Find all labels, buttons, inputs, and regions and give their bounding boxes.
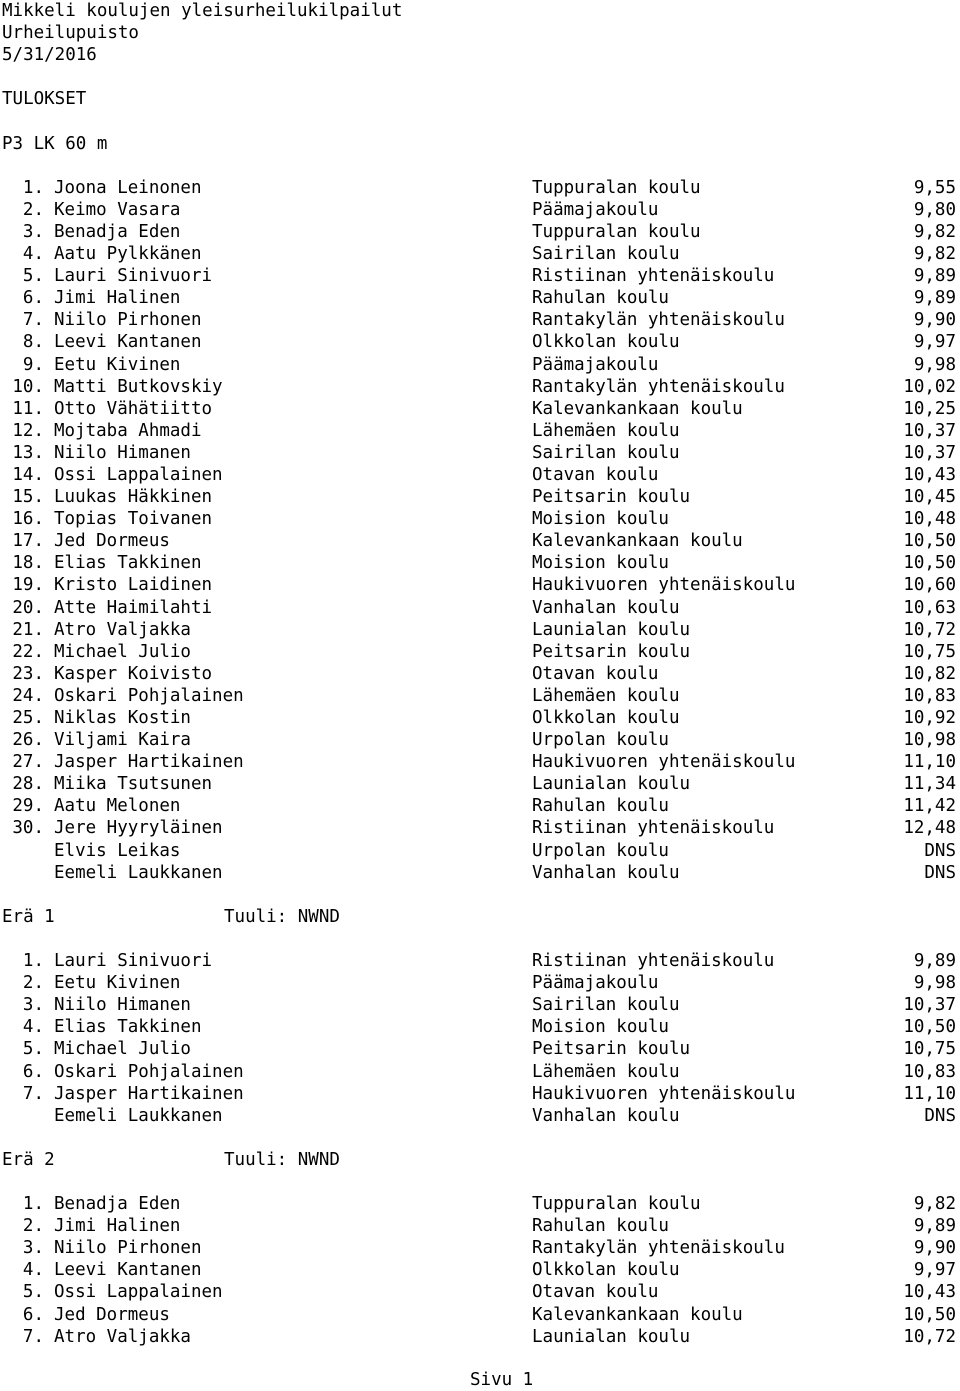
school-name: Tuppuralan koulu <box>532 1194 701 1215</box>
result-row <box>2 1083 958 1105</box>
athlete-name: Michael Julio <box>54 641 191 662</box>
result-time: 10,98 <box>903 730 956 751</box>
athlete-name: Jimi Halinen <box>54 1216 181 1237</box>
result-time: 9,82 <box>913 221 956 242</box>
result-row <box>2 729 958 751</box>
result-time: 10,75 <box>903 641 956 662</box>
school-name: Peitsarin koulu <box>532 1039 691 1060</box>
result-rank: 1. <box>22 1194 44 1215</box>
school-name: Päämajakoulu <box>532 354 659 375</box>
result-row <box>2 1215 958 1237</box>
athlete-name: Lauri Sinivuori <box>54 266 213 287</box>
wind-info: Tuuli: NWND <box>224 906 340 927</box>
result-rank: 5. <box>22 1282 44 1303</box>
results-list <box>2 177 958 884</box>
athlete-name: Ossi Lappalainen <box>54 464 223 485</box>
athlete-name: Atro Valjakka <box>54 619 191 640</box>
result-rank: 6. <box>22 1304 44 1325</box>
school-name: Urpolan koulu <box>532 840 669 861</box>
result-row <box>2 950 958 972</box>
event-title: P3 LK 60 m <box>2 133 108 154</box>
result-rank: 28. <box>12 774 44 795</box>
result-rank: 26. <box>12 730 44 751</box>
result-row <box>2 1237 958 1259</box>
result-time: 10,02 <box>903 376 956 397</box>
athlete-name: Niilo Himanen <box>54 995 191 1016</box>
athlete-name: Leevi Kantanen <box>54 1260 202 1281</box>
school-name: Otavan koulu <box>532 1282 659 1303</box>
result-row <box>2 685 958 707</box>
result-rank: 23. <box>12 663 44 684</box>
athlete-name: Jed Dormeus <box>54 1304 170 1325</box>
result-row <box>2 486 958 508</box>
heat-label: Erä 1 <box>2 906 55 927</box>
result-row <box>2 331 958 353</box>
athlete-name: Elvis Leikas <box>54 840 181 861</box>
school-name: Päämajakoulu <box>532 199 659 220</box>
result-time: 10,72 <box>903 619 956 640</box>
result-rank: 4. <box>22 244 44 265</box>
athlete-name: Luukas Häkkinen <box>54 487 213 508</box>
result-row <box>2 1259 958 1281</box>
athlete-name: Keimo Vasara <box>54 199 181 220</box>
school-name: Moision koulu <box>532 509 669 530</box>
athlete-name: Matti Butkovskiy <box>54 376 223 397</box>
result-row <box>2 243 958 265</box>
result-rank: 18. <box>12 553 44 574</box>
spacer <box>2 928 958 950</box>
school-name: Haukivuoren yhtenäiskoulu <box>532 575 796 596</box>
school-name: Rahulan koulu <box>532 288 669 309</box>
athlete-name: Niklas Kostin <box>54 708 191 728</box>
result-time: 10,45 <box>903 487 956 508</box>
results-document <box>2 0 958 1348</box>
result-time: 10,50 <box>903 1017 956 1038</box>
result-row <box>2 1016 958 1038</box>
result-row <box>2 1105 958 1127</box>
result-time: 10,75 <box>903 1039 956 1060</box>
school-name: Rahulan koulu <box>532 1216 669 1237</box>
result-rank: 11. <box>12 398 44 419</box>
result-time: 10,25 <box>903 398 956 419</box>
athlete-name: Eemeli Laukkanen <box>54 862 223 883</box>
heat-header <box>2 906 958 928</box>
school-name: Lähemäen koulu <box>532 1061 680 1082</box>
result-row <box>2 751 958 773</box>
athlete-name: Eetu Kivinen <box>54 354 181 375</box>
result-rank: 2. <box>22 973 44 994</box>
result-time: 9,89 <box>913 266 956 287</box>
result-row <box>2 199 958 221</box>
result-row <box>2 354 958 376</box>
school-name: Sairilan koulu <box>532 244 680 265</box>
result-rank: 2. <box>22 199 44 220</box>
athlete-name: Joona Leinonen <box>54 177 202 198</box>
result-rank: 14. <box>12 464 44 485</box>
section-heading: TULOKSET <box>2 89 87 110</box>
result-rank: 20. <box>12 597 44 618</box>
result-time: 12,48 <box>903 818 956 839</box>
school-name: Rahulan koulu <box>532 796 669 817</box>
result-time: 10,48 <box>903 509 956 530</box>
result-row <box>2 773 958 795</box>
result-time: 9,98 <box>913 354 956 375</box>
result-row <box>2 464 958 486</box>
spacer <box>2 155 958 177</box>
athlete-name: Otto Vähätiitto <box>54 398 213 419</box>
result-time: 10,50 <box>903 531 956 552</box>
athlete-name: Jasper Hartikainen <box>54 752 244 773</box>
result-time: 10,83 <box>903 685 956 706</box>
result-time: 10,37 <box>903 442 956 463</box>
result-row <box>2 287 958 309</box>
result-time: 10,82 <box>903 663 956 684</box>
result-time: 9,89 <box>913 951 956 972</box>
result-row <box>2 177 958 199</box>
result-rank: 6. <box>22 1061 44 1082</box>
result-rank: 5. <box>22 266 44 287</box>
school-name: Moision koulu <box>532 553 669 574</box>
spacer <box>2 1127 958 1149</box>
athlete-name: Niilo Pirhonen <box>54 1238 202 1259</box>
result-time: 10,72 <box>903 1326 956 1347</box>
school-name: Moision koulu <box>532 1017 669 1038</box>
school-name: Peitsarin koulu <box>532 487 691 508</box>
spacer <box>2 66 958 88</box>
athlete-name: Benadja Eden <box>54 221 181 242</box>
result-rank: 30. <box>12 818 44 839</box>
athlete-name: Benadja Eden <box>54 1194 181 1215</box>
school-name: Rantakylän yhtenäiskoulu <box>532 1238 785 1259</box>
school-name: Vanhalan koulu <box>532 862 680 883</box>
result-time: 9,55 <box>913 177 956 198</box>
school-name: Vanhalan koulu <box>532 597 680 618</box>
school-name: Otavan koulu <box>532 464 659 485</box>
result-rank: 9. <box>22 354 44 375</box>
result-rank: 1. <box>22 951 44 972</box>
result-time: 10,50 <box>903 1304 956 1325</box>
athlete-name: Kasper Koivisto <box>54 663 213 684</box>
page-number: Sivu 1 <box>470 1370 534 1390</box>
venue: Urheilupuisto <box>2 23 139 44</box>
athlete-name: Mojtaba Ahmadi <box>54 420 202 441</box>
school-name: Kalevankankaan koulu <box>532 398 743 419</box>
school-name: Peitsarin koulu <box>532 641 691 662</box>
result-time: 9,80 <box>913 199 956 220</box>
result-rank: 5. <box>22 1039 44 1060</box>
result-row <box>2 420 958 442</box>
result-time: 9,89 <box>913 1216 956 1237</box>
athlete-name: Aatu Pylkkänen <box>54 244 202 265</box>
result-time: DNS <box>924 862 956 883</box>
result-time: 11,10 <box>903 1083 956 1104</box>
result-rank: 21. <box>12 619 44 640</box>
result-row <box>2 597 958 619</box>
school-name: Olkkolan koulu <box>532 1260 680 1281</box>
result-row <box>2 1038 958 1060</box>
result-rank: 3. <box>22 221 44 242</box>
date: 5/31/2016 <box>2 45 97 66</box>
result-rank: 3. <box>22 995 44 1016</box>
result-rank: 7. <box>22 1083 44 1104</box>
result-time: 10,50 <box>903 553 956 574</box>
result-row <box>2 707 958 729</box>
heats-container <box>2 906 958 1348</box>
result-row <box>2 265 958 287</box>
athlete-name: Jere Hyyryläinen <box>54 818 223 839</box>
school-name: Rantakylän yhtenäiskoulu <box>532 376 785 397</box>
result-time: 9,82 <box>913 1194 956 1215</box>
result-row <box>2 1061 958 1083</box>
athlete-name: Leevi Kantanen <box>54 332 202 353</box>
athlete-name: Niilo Pirhonen <box>54 310 202 331</box>
school-name: Ristiinan yhtenäiskoulu <box>532 818 775 839</box>
school-name: Otavan koulu <box>532 663 659 684</box>
school-name: Tuppuralan koulu <box>532 177 701 198</box>
result-row <box>2 398 958 420</box>
school-name: Sairilan koulu <box>532 995 680 1016</box>
result-time: 11,34 <box>903 774 956 795</box>
athlete-name: Eetu Kivinen <box>54 973 181 994</box>
result-rank: 2. <box>22 1216 44 1237</box>
school-name: Ristiinan yhtenäiskoulu <box>532 266 775 287</box>
school-name: Launialan koulu <box>532 774 691 795</box>
result-row <box>2 508 958 530</box>
athlete-name: Oskari Pohjalainen <box>54 685 244 706</box>
school-name: Urpolan koulu <box>532 730 669 751</box>
heat-label: Erä 2 <box>2 1149 55 1170</box>
result-time: 9,90 <box>913 310 956 331</box>
school-name: Olkkolan koulu <box>532 708 680 728</box>
athlete-name: Niilo Himanen <box>54 442 191 463</box>
school-name: Haukivuoren yhtenäiskoulu <box>532 1083 796 1104</box>
result-row <box>2 309 958 331</box>
result-row <box>2 221 958 243</box>
school-name: Lähemäen koulu <box>532 420 680 441</box>
result-rank: 10. <box>12 376 44 397</box>
school-name: Kalevankankaan koulu <box>532 531 743 552</box>
result-rank: 12. <box>12 420 44 441</box>
athlete-name: Oskari Pohjalainen <box>54 1061 244 1082</box>
result-time: 10,37 <box>903 995 956 1016</box>
result-row <box>2 1326 958 1348</box>
result-rank: 6. <box>22 288 44 309</box>
result-time: 9,97 <box>913 332 956 353</box>
school-name: Lähemäen koulu <box>532 685 680 706</box>
school-name: Kalevankankaan koulu <box>532 1304 743 1325</box>
result-rank: 15. <box>12 487 44 508</box>
result-time: DNS <box>924 1105 956 1126</box>
athlete-name: Kristo Laidinen <box>54 575 213 596</box>
competition-title: Mikkeli koulujen yleisurheilukilpailut <box>2 1 403 21</box>
result-rank: 4. <box>22 1260 44 1281</box>
athlete-name: Ossi Lappalainen <box>54 1282 223 1303</box>
athlete-name: Viljami Kaira <box>54 730 191 751</box>
result-rank: 17. <box>12 531 44 552</box>
athlete-name: Atro Valjakka <box>54 1326 191 1347</box>
result-rank: 22. <box>12 641 44 662</box>
athlete-name: Lauri Sinivuori <box>54 951 213 972</box>
school-name: Launialan koulu <box>532 619 691 640</box>
result-row <box>2 641 958 663</box>
athlete-name: Michael Julio <box>54 1039 191 1060</box>
result-time: 9,90 <box>913 1238 956 1259</box>
school-name: Päämajakoulu <box>532 973 659 994</box>
athlete-name: Topias Toivanen <box>54 509 213 530</box>
school-name: Tuppuralan koulu <box>532 221 701 242</box>
result-row <box>2 817 958 839</box>
result-time: 10,37 <box>903 420 956 441</box>
school-name: Olkkolan koulu <box>532 332 680 353</box>
result-time: DNS <box>924 840 956 861</box>
result-time: 11,42 <box>903 796 956 817</box>
result-time: 10,92 <box>903 708 956 728</box>
result-row <box>2 619 958 641</box>
heat-header <box>2 1149 958 1171</box>
result-time: 10,43 <box>903 1282 956 1303</box>
result-time: 10,63 <box>903 597 956 618</box>
result-row <box>2 376 958 398</box>
athlete-name: Jimi Halinen <box>54 288 181 309</box>
result-rank: 29. <box>12 796 44 817</box>
school-name: Launialan koulu <box>532 1326 691 1347</box>
result-row <box>2 1281 958 1303</box>
school-name: Sairilan koulu <box>532 442 680 463</box>
result-row <box>2 1304 958 1326</box>
result-time: 9,89 <box>913 288 956 309</box>
result-rank: 24. <box>12 685 44 706</box>
result-time: 11,10 <box>903 752 956 773</box>
result-rank: 1. <box>22 177 44 198</box>
result-rank: 8. <box>22 332 44 353</box>
result-rank: 19. <box>12 575 44 596</box>
result-rank: 27. <box>12 752 44 773</box>
athlete-name: Elias Takkinen <box>54 553 202 574</box>
spacer <box>2 110 958 132</box>
spacer <box>2 884 958 906</box>
athlete-name: Miika Tsutsunen <box>54 774 213 795</box>
result-row <box>2 530 958 552</box>
result-time: 9,98 <box>913 973 956 994</box>
spacer <box>2 1171 958 1193</box>
result-row <box>2 574 958 596</box>
result-rank: 7. <box>22 310 44 331</box>
athlete-name: Jed Dormeus <box>54 531 170 552</box>
athlete-name: Jasper Hartikainen <box>54 1083 244 1104</box>
result-row <box>2 442 958 464</box>
result-time: 10,43 <box>903 464 956 485</box>
result-row <box>2 795 958 817</box>
result-rank: 25. <box>12 708 44 728</box>
result-row <box>2 663 958 685</box>
athlete-name: Atte Haimilahti <box>54 597 213 618</box>
result-rank: 16. <box>12 509 44 530</box>
result-rank: 4. <box>22 1017 44 1038</box>
result-rank: 3. <box>22 1238 44 1259</box>
result-row <box>2 552 958 574</box>
athlete-name: Eemeli Laukkanen <box>54 1105 223 1126</box>
result-rank: 13. <box>12 442 44 463</box>
result-row <box>2 840 958 862</box>
page-footer <box>0 1369 960 1391</box>
athlete-name: Aatu Melonen <box>54 796 181 817</box>
result-rank: 7. <box>22 1326 44 1347</box>
school-name: Haukivuoren yhtenäiskoulu <box>532 752 796 773</box>
school-name: Rantakylän yhtenäiskoulu <box>532 310 785 331</box>
result-time: 10,60 <box>903 575 956 596</box>
athlete-name: Elias Takkinen <box>54 1017 202 1038</box>
school-name: Ristiinan yhtenäiskoulu <box>532 951 775 972</box>
result-row <box>2 862 958 884</box>
school-name: Vanhalan koulu <box>532 1105 680 1126</box>
result-time: 9,97 <box>913 1260 956 1281</box>
result-time: 10,83 <box>903 1061 956 1082</box>
result-row <box>2 972 958 994</box>
result-row <box>2 994 958 1016</box>
result-time: 9,82 <box>913 244 956 265</box>
result-row <box>2 1193 958 1215</box>
wind-info: Tuuli: NWND <box>224 1149 340 1170</box>
